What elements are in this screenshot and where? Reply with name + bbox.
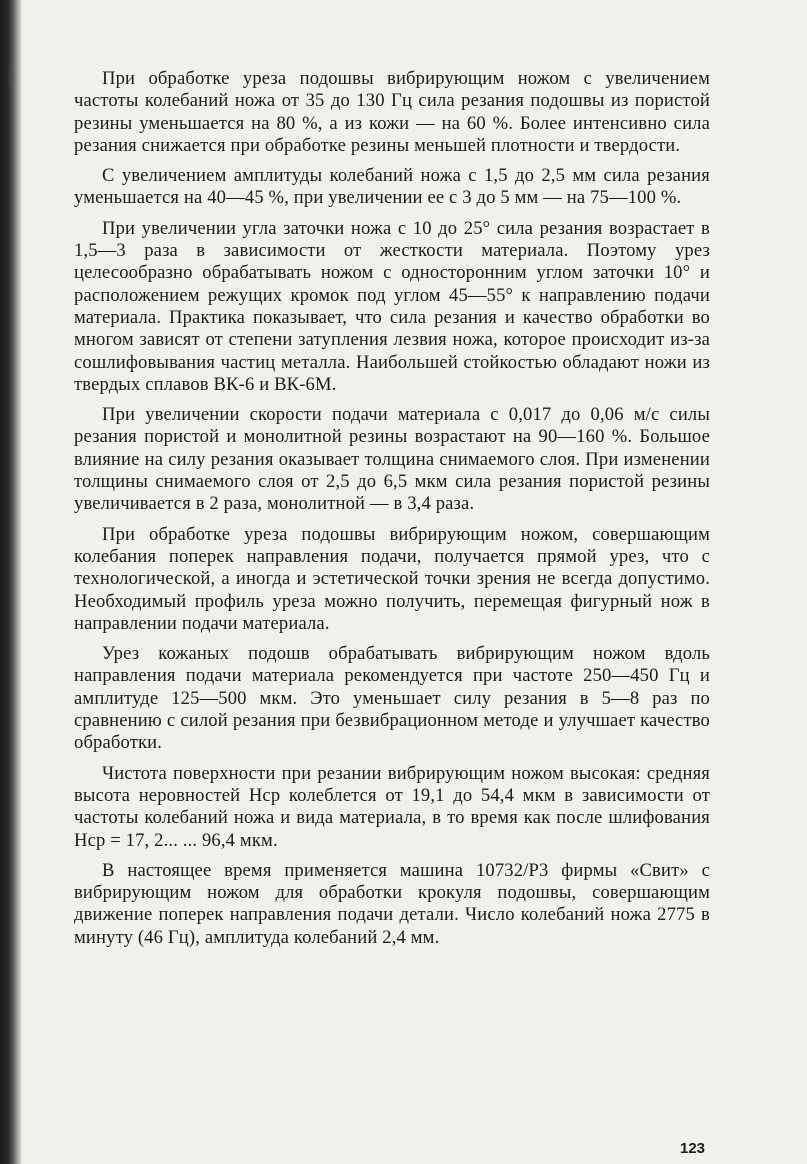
paragraph: Урез кожаных подошв обрабатывать вибрирующим ножом вдоль направления подачи материала рекомендуется при частоте 250—450 Гц и амплитуде 125—500 мкм. Это уменьшает силу резания в 5—8 раз по сравнению с силой резания при безвибрационном методе и улучшает качество обработки.: [74, 643, 710, 754]
paragraph: При обработке уреза подошвы вибрирующим ножом, совершающим колебания поперек направления подачи, получается прямой урез, что с технологической, а иногда и эстетической точки зрения не всегда допустимо. Необходимый профиль уреза можно получить, перемещая фигурный нож в направлении подачи материала.: [74, 523, 710, 634]
paragraph: При увеличении угла заточки ножа с 10 до 25° сила резания возрастает в 1,5—3 раза в зависимости от жесткости материала. Поэтому урез целесообразно обрабатывать ножом с односторонним углом заточки 10° и расположением режущих кромок под углом 45—55° к направлению подачи материала. Практика показывает, что сила резания и качество обработки во многом зависят от степени затупления лезвия ножа, которое происходит из-за сошлифовывания частиц металла. Наибольшей стойкостью обладают ножи из твердых сплавов ВК-6 и ВК-6М.: [74, 217, 710, 395]
paragraph: В настоящее время применяется машина 10732/Р3 фирмы «Свит» с вибрирующим ножом для обработки крокуля подошвы, совершающим движение поперек направления подачи детали. Число колебаний ножа 2775 в минуту (46 Гц), амплитуда колебаний 2,4 мм.: [74, 859, 710, 948]
page-body: [74, 68, 710, 957]
paragraph: С увеличением амплитуды колебаний ножа с 1,5 до 2,5 мм сила резания уменьшается на 40—45 %, при увеличении ее с 3 до 5 мм — на 75—100 %.: [74, 165, 710, 209]
paragraph: Чистота поверхности при резании вибрирующим ножом высокая: средняя высота неровностей Hср колеблется от 19,1 до 54,4 мкм в зависимости от частоты колебаний ножа и вида материала, в то время как после шлифования Hср = 17, 2... ... 96,4 мкм.: [74, 762, 710, 851]
paragraph: При обработке уреза подошвы вибрирующим ножом с увеличением частоты колебаний ножа от 35 до 130 Гц сила резания подошвы из пористой резины уменьшается на 80 %, а из кожи — на 60 %. Более интенсивно сила резания снижается при обработке резины меньшей плотности и твердости.: [74, 68, 710, 156]
page-number: 123: [680, 1140, 706, 1157]
book-spine-shadow: [0, 0, 22, 1164]
paragraph: При увеличении скорости подачи материала с 0,017 до 0,06 м/с силы резания пористой и монолитной резины возрастают на 90—160 %. Большое влияние на силу резания оказывает толщина снимаемого слоя. При изменении толщины снимаемого слоя от 2,5 до 6,5 мкм сила резания пористой резины увеличивается в 2 раза, монолитной — в 3,4 раза.: [74, 404, 710, 515]
spine-mark: [9, 70, 11, 84]
